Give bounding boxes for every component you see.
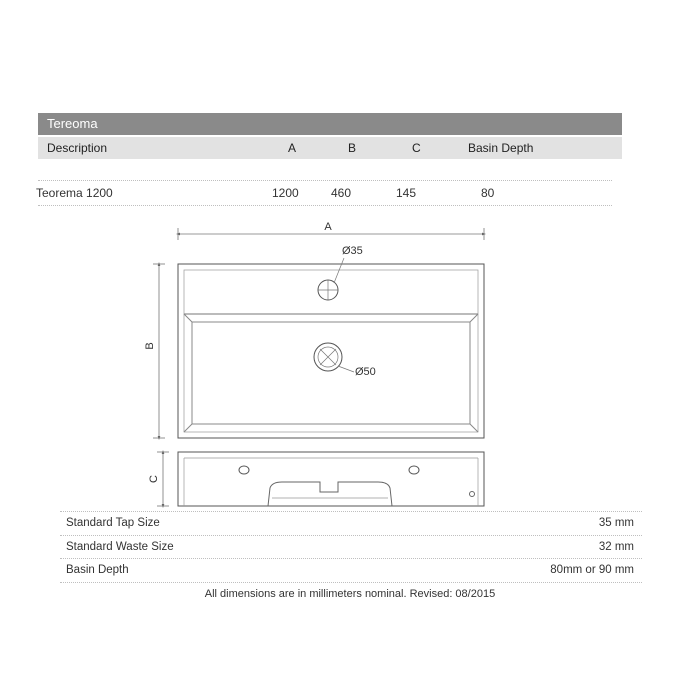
- dimension-c: [148, 452, 169, 506]
- dimension-a: [178, 221, 484, 240]
- spec-value: 35 mm: [598, 517, 634, 529]
- header-a: A: [288, 141, 297, 155]
- cell-c: 145: [396, 186, 417, 200]
- divider: [60, 558, 642, 559]
- label-b: B: [144, 342, 156, 350]
- header-c: C: [412, 141, 421, 155]
- cell-description: Teorema 1200: [36, 186, 113, 200]
- footnote: All dimensions are in millimeters nominal. Revised: 08/2015: [204, 588, 496, 600]
- front-elevation: [178, 452, 484, 506]
- header-basin-depth: Basin Depth: [468, 141, 534, 155]
- spec-label: Basin Depth: [66, 564, 129, 576]
- spec-row-tap-size: [60, 513, 642, 533]
- spec-label: Standard Waste Size: [66, 541, 174, 553]
- spec-row-waste-size: [60, 537, 642, 557]
- header-b: B: [348, 141, 357, 155]
- cell-a: 1200: [272, 186, 299, 200]
- waste-hole-label: Ø50: [355, 366, 376, 378]
- spec-value: 80mm or 90 mm: [550, 564, 634, 576]
- divider: [60, 511, 642, 512]
- spec-value: 32 mm: [598, 541, 634, 553]
- divider: [60, 582, 642, 583]
- waste-hole: [314, 343, 376, 378]
- spec-label: Standard Tap Size: [66, 517, 160, 529]
- dimension-b: [144, 264, 165, 438]
- label-a: A: [324, 221, 332, 233]
- tap-hole: [318, 245, 363, 300]
- divider: [60, 535, 642, 536]
- cell-b: 460: [331, 186, 352, 200]
- tap-hole-label: Ø35: [342, 245, 363, 257]
- header-description: Description: [47, 141, 108, 155]
- spec-row-basin-depth: [60, 560, 642, 580]
- table-title: Tereoma: [47, 116, 98, 131]
- cell-basin-depth: 80: [481, 186, 495, 200]
- label-c: C: [148, 475, 160, 483]
